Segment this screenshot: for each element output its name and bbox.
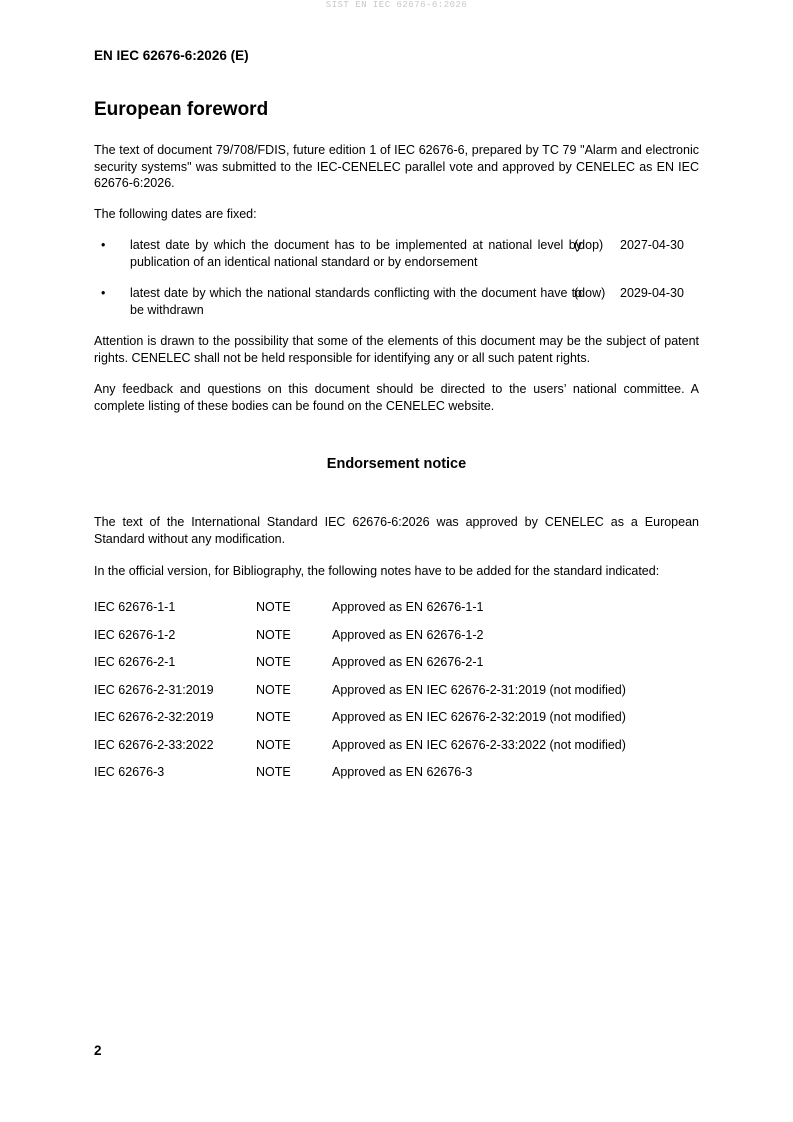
- standard-cell: IEC 62676-3: [94, 765, 165, 779]
- approved-cell: Approved as EN IEC 62676-2-32:2019 (not modified): [332, 710, 626, 724]
- date-item-date: 2027-04-30: [620, 238, 684, 252]
- document-identifier: EN IEC 62676-6:2026 (E): [94, 48, 249, 63]
- note-cell: NOTE: [256, 600, 291, 614]
- table-row: [94, 628, 704, 656]
- foreword-paragraph-2: The following dates are fixed:: [94, 207, 257, 221]
- standard-cell: IEC 62676-2-31:2019: [94, 682, 214, 697]
- table-row: [94, 683, 704, 711]
- note-cell: NOTE: [256, 737, 291, 752]
- note-cell: NOTE: [256, 627, 291, 642]
- standard-cell: IEC 62676-2-32:2019: [94, 710, 214, 724]
- foreword-paragraph-3: Attention is drawn to the possibility that some of the elements of this document may be the subject of patent rights. CENELEC shall not be held responsible for identifying any or all such patent rights.: [94, 334, 699, 365]
- endorsement-heading: Endorsement notice: [326, 456, 467, 472]
- table-row: [94, 710, 704, 738]
- standard-cell: IEC 62676-1-2: [94, 627, 176, 642]
- approved-cell: Approved as EN IEC 62676-2-33:2022 (not modified): [332, 737, 626, 752]
- table-row: [94, 655, 704, 683]
- date-item-dop: [94, 237, 699, 273]
- date-item-text: latest date by which the document has to be implemented at national level by publication of an identical national standard or by endorsement: [130, 238, 582, 269]
- foreword-heading: European foreword: [94, 99, 269, 120]
- endorsement-paragraph-2: In the official version, for Bibliography, the following notes have to be added for the standard indicated:: [94, 564, 660, 578]
- date-item-code: (dop): [574, 238, 604, 252]
- standard-cell: IEC 62676-2-1: [94, 655, 176, 669]
- approved-cell: Approved as EN 62676-1-2: [332, 627, 484, 642]
- foreword-paragraph-1: The text of document 79/708/FDIS, future edition 1 of IEC 62676-6, prepared by TC 79 "Alarm and electronic security systems" was submitted to the IEC-CENELEC parallel vote and approved by CENELEC as EN IEC 62676-6:2026.: [94, 143, 699, 190]
- watermark: SIST EN IEC 62676-6:2026: [325, 0, 468, 10]
- note-cell: NOTE: [256, 682, 291, 697]
- note-cell: NOTE: [256, 765, 291, 779]
- foreword-paragraph-4: Any feedback and questions on this document should be directed to the users’ national committee. A complete listing of these bodies can be found on the CENELEC website.: [94, 382, 699, 413]
- approved-cell: Approved as EN 62676-1-1: [332, 600, 484, 614]
- date-item-code: (dow): [574, 286, 606, 300]
- table-row: [94, 738, 704, 766]
- approved-cell: Approved as EN 62676-2-1: [332, 655, 484, 669]
- standard-cell: IEC 62676-1-1: [94, 600, 176, 614]
- standard-cell: IEC 62676-2-33:2022: [94, 737, 214, 752]
- bullet-icon: •: [101, 238, 106, 252]
- bullet-icon: •: [101, 286, 106, 300]
- page-number: 2: [94, 1043, 102, 1058]
- date-item-text: latest date by which the national standards conflicting with the document have to be withdrawn: [130, 286, 582, 317]
- bibliography-notes-table: [94, 600, 704, 793]
- table-row: [94, 765, 704, 793]
- note-cell: NOTE: [256, 655, 291, 669]
- date-item-date: 2029-04-30: [620, 286, 684, 300]
- endorsement-paragraph-1: The text of the International Standard IEC 62676-6:2026 was approved by CENELEC as a European Standard without any modification.: [94, 515, 699, 546]
- approved-cell: Approved as EN 62676-3: [332, 765, 473, 779]
- approved-cell: Approved as EN IEC 62676-2-31:2019 (not modified): [332, 682, 626, 697]
- date-item-dow: [94, 285, 699, 321]
- table-row: [94, 600, 704, 628]
- note-cell: NOTE: [256, 710, 291, 724]
